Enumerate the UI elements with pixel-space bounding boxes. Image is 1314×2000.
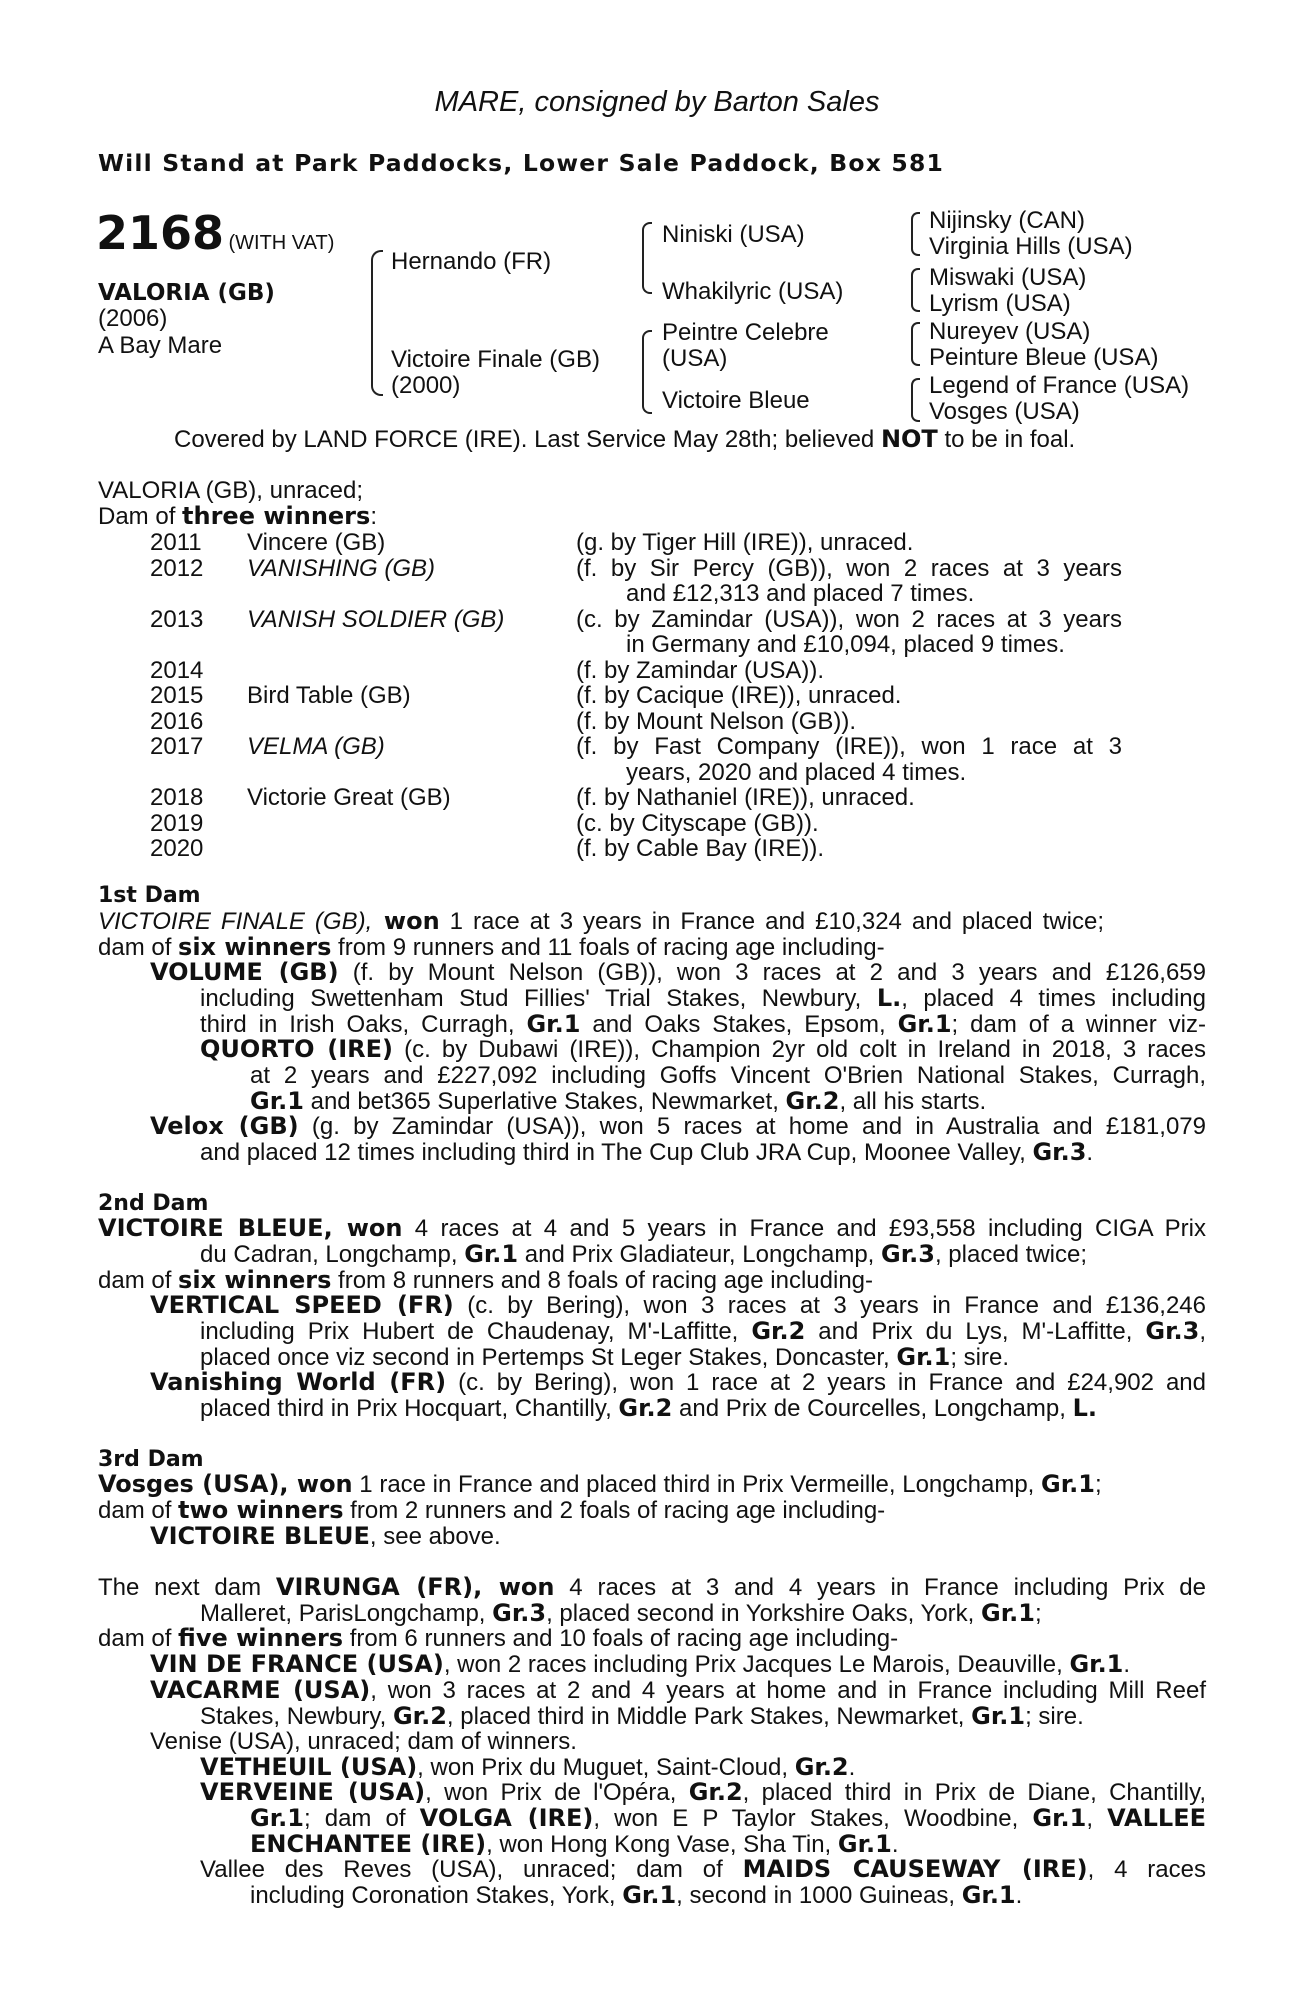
text-span: Vosges (USA)	[98, 1470, 280, 1498]
lot-number	[96, 206, 334, 260]
text-span: Gr.1	[837, 1830, 892, 1858]
text-span: dam of	[98, 1267, 179, 1294]
text-span: (c. by Bering), won 1 race at 2 years in France and £24,902 and	[446, 1369, 1206, 1396]
vertical-speed-line2	[200, 1319, 1206, 1345]
text-span: dam of	[98, 934, 179, 961]
vallee-des-reves-line1	[200, 1857, 1206, 1883]
text-span: six winners	[178, 933, 332, 961]
text-span: Gr.2	[392, 1702, 447, 1730]
vin-de-france-line	[150, 1652, 1206, 1678]
text-span: VOLGA (IRE)	[419, 1804, 594, 1832]
vacarme-line1	[150, 1678, 1206, 1704]
quorto-line3	[250, 1089, 1206, 1115]
vanishing-world-line2	[200, 1396, 1206, 1422]
text-span: , placed second in Yorkshire Oaks, York,	[546, 1600, 982, 1627]
produce-detail: (f. by Fast Company (IRE)), won 1 race at 3	[576, 733, 1122, 760]
verveine-line2	[250, 1806, 1206, 1832]
vacarme-line2	[200, 1704, 1206, 1730]
vertical-speed-line3	[200, 1345, 1206, 1371]
volume-line2	[200, 986, 1206, 1012]
second-dam-line2	[200, 1242, 1206, 1268]
text-span: MAIDS CAUSEWAY (IRE)	[742, 1855, 1088, 1883]
text-span: Gr.1	[1069, 1650, 1124, 1678]
text-span: Gr.1	[622, 1881, 677, 1909]
text-span: Malleret, ParisLongchamp,	[200, 1600, 493, 1627]
text-span: (f. by Mount Nelson (GB)), won 3 races at 2 and 3 years and £126,659	[338, 959, 1207, 986]
covered-line	[174, 427, 1075, 453]
produce-name: Bird Table (GB)	[247, 682, 411, 709]
text-span: ENCHANTEE (IRE)	[250, 1830, 487, 1858]
text-span: and placed 12 times including third in The Cup Club JRA Cup, Moonee Valley,	[200, 1139, 1033, 1166]
dam-of-colon: :	[370, 503, 377, 530]
text-span: including Prix Hubert de Chaudenay, M'-Laffitte,	[200, 1318, 752, 1345]
pedigree-brace-sire	[642, 222, 652, 294]
velox-line2	[200, 1140, 1206, 1166]
produce-name: Vincere (GB)	[247, 529, 386, 556]
vallee-des-reves-line2	[250, 1883, 1206, 1909]
text-span: including Coronation Stakes, York,	[250, 1882, 623, 1909]
text-span: Gr.2	[794, 1753, 849, 1781]
text-span: , placed third in Prix de Diane, Chantilly,	[742, 1779, 1206, 1806]
dam-of-count: three winners	[182, 502, 371, 530]
produce-detail: (f. by Cacique (IRE)), unraced.	[576, 682, 902, 709]
text-span: six winners	[178, 1266, 332, 1294]
sire-dam: Whakilyric (USA)	[662, 278, 844, 305]
text-span: third in Irish Oaks, Curragh,	[200, 1011, 527, 1038]
text-span: VOLUME (GB)	[150, 958, 339, 986]
horse-year: (2006)	[98, 305, 168, 332]
next-dam-line2	[200, 1601, 1206, 1627]
text-span: ,	[1086, 1805, 1108, 1832]
text-span: 1 race at 3 years in France and £10,324 and placed twice;	[439, 908, 1104, 935]
text-span: Venise (USA), unraced; dam of winners.	[150, 1728, 577, 1755]
produce-detail: (f. by Nathaniel (IRE)), unraced.	[576, 784, 915, 811]
volume-line1	[150, 960, 1206, 986]
pedigree-brace-ds	[911, 322, 920, 366]
pedigree-brace-sd	[911, 268, 920, 312]
text-span: from 6 runners and 10 foals of racing age including-	[343, 1625, 899, 1652]
text-span: , won 2 races including Prix Jacques Le Marois, Deauville,	[443, 1651, 1070, 1678]
covered-end: to be in foal.	[937, 426, 1076, 453]
text-span: L.	[1072, 1394, 1097, 1422]
text-span: VICTOIRE BLEUE	[150, 1522, 370, 1550]
text-span: Gr.1	[464, 1240, 519, 1268]
text-span: Gr.1	[1041, 1470, 1095, 1498]
dam-name: Victoire Finale (GB)	[391, 346, 600, 373]
produce-detail-cont: years, 2020 and placed 4 times.	[626, 758, 967, 786]
text-span: Vallee des Reves (USA), unraced; dam of	[200, 1856, 743, 1883]
text-span: ; sire.	[950, 1344, 1009, 1371]
dam-dam-dam: Vosges (USA)	[929, 398, 1080, 425]
text-span: , placed third in Middle Park Stakes, Newmarket,	[446, 1703, 972, 1730]
produce-name: VELMA (GB)	[247, 733, 385, 760]
text-span: .	[1086, 1139, 1094, 1166]
text-span: VICTOIRE BLEUE	[98, 1214, 324, 1242]
dam-of-label: Dam of	[98, 503, 183, 530]
text-span: at 2 years and £227,092 including Goffs Vincent O'Brien National Stakes, Curragh,	[250, 1062, 1206, 1089]
text-span: .	[1015, 1882, 1023, 1909]
first-dam-heading: 1st Dam	[98, 883, 201, 908]
text-span: won	[372, 907, 440, 935]
text-span: , all his starts.	[839, 1088, 987, 1115]
text-span: ,	[1199, 1318, 1206, 1345]
record-intro: VALORIA (GB), unraced;	[98, 477, 363, 504]
text-span: ;	[1034, 1600, 1042, 1627]
sire-dam-sire: Miswaki (USA)	[929, 264, 1087, 291]
horse-description: A Bay Mare	[98, 332, 223, 359]
text-span: , won Hong Kong Vase, Sha Tin,	[486, 1831, 838, 1858]
produce-detail-cont: in Germany and £10,094, placed 9 times.	[626, 631, 1065, 658]
venise-line	[150, 1729, 1206, 1755]
text-span: , won	[473, 1573, 555, 1601]
text-span: VACARME (USA)	[150, 1676, 371, 1704]
text-span: (c. by Bering), won 3 races at 3 years in France and £136,246	[453, 1292, 1206, 1319]
third-dam-line3	[150, 1524, 1206, 1550]
text-span: VALLEE	[1107, 1804, 1207, 1832]
second-dam-heading: 2nd Dam	[98, 1191, 209, 1216]
text-span: VIRUNGA (FR)	[275, 1573, 474, 1601]
text-span: , won Prix du Muguet, Saint-Cloud,	[417, 1754, 795, 1781]
text-span: VIN DE FRANCE (USA)	[150, 1650, 444, 1678]
text-span: Vanishing World (FR)	[150, 1368, 447, 1396]
dam-sire-line1: Peintre Celebre	[662, 319, 829, 346]
produce-detail: (c. by Zamindar (USA)), won 2 races at 3 years	[576, 605, 1122, 633]
produce-year: 2020	[150, 835, 204, 862]
sire-sire: Niniski (USA)	[662, 221, 805, 248]
quorto-line1	[200, 1037, 1206, 1063]
text-span: Gr.2	[785, 1087, 840, 1115]
produce-year: 2015	[150, 682, 204, 709]
dam-dam: Victoire Bleue	[662, 387, 810, 414]
text-span: Gr.1	[526, 1010, 581, 1038]
vat-note: (WITH VAT)	[228, 232, 335, 254]
dam-sire-dam: Peinture Bleue (USA)	[929, 344, 1159, 371]
text-span: and Prix Gladiateur, Longchamp,	[518, 1241, 882, 1268]
text-span: .	[891, 1831, 899, 1858]
text-span: two winners	[178, 1496, 344, 1524]
produce-detail: (f. by Sir Percy (GB)), won 2 races at 3 years	[576, 554, 1122, 582]
text-span: , won Prix de l'Opéra,	[425, 1779, 689, 1806]
text-span: placed once viz second in Pertemps St Leger Stakes, Doncaster,	[200, 1344, 897, 1371]
produce-detail: (g. by Tiger Hill (IRE)), unraced.	[576, 529, 914, 556]
produce-detail: (f. by Cable Bay (IRE)).	[576, 835, 825, 862]
sire-name: Hernando (FR)	[391, 248, 552, 275]
text-span: from 8 runners and 8 foals of racing age including-	[331, 1267, 874, 1294]
third-dam-heading: 3rd Dam	[98, 1447, 204, 1472]
text-span: Gr.2	[618, 1394, 673, 1422]
verveine-line3	[250, 1832, 1206, 1858]
text-span: VERVEINE (USA)	[200, 1778, 426, 1806]
text-span: Gr.1	[897, 1010, 952, 1038]
page-title: MARE, consigned by Barton Sales	[434, 86, 880, 118]
text-span: ; dam of a winner viz-	[951, 1011, 1206, 1038]
velox-line1	[150, 1114, 1206, 1140]
sire-sire-sire: Nijinsky (CAN)	[929, 207, 1085, 234]
pedigree-brace-dam	[642, 330, 652, 414]
text-span: from 9 runners and 11 foals of racing age including-	[331, 934, 885, 961]
text-span: and Prix de Courcelles, Longchamp,	[672, 1395, 1073, 1422]
dam-sire-line2: (USA)	[662, 345, 728, 372]
text-span: dam of	[98, 1497, 179, 1524]
text-span: (c. by Dubawi (IRE)), Champion 2yr old colt in Ireland in 2018, 3 races	[393, 1036, 1206, 1063]
text-span: (g. by Zamindar (USA)), won 5 races at home and in Australia and £181,079	[298, 1113, 1206, 1140]
text-span: Velox (GB)	[150, 1112, 299, 1140]
text-span: , won	[323, 1214, 403, 1242]
text-span: and Prix du Lys, M'-Laffitte,	[805, 1318, 1146, 1345]
pedigree-brace-main	[371, 250, 383, 396]
text-span: Gr.1	[961, 1881, 1016, 1909]
text-span: , placed twice;	[934, 1241, 1088, 1268]
text-span: dam of	[98, 1625, 179, 1652]
second-dam-line1	[98, 1216, 1206, 1242]
text-span: Gr.1	[971, 1702, 1026, 1730]
second-dam-summary	[98, 1268, 1206, 1294]
vanishing-world-line1	[150, 1370, 1206, 1396]
volume-line3	[200, 1012, 1206, 1038]
text-span: and bet365 Superlative Stakes, Newmarket,	[303, 1088, 786, 1115]
dam-year: (2000)	[391, 372, 461, 399]
vetheuil-line	[200, 1755, 1206, 1781]
text-span: five winners	[178, 1624, 344, 1652]
text-span: Gr.1	[1032, 1804, 1087, 1832]
text-span: Gr.2	[688, 1778, 743, 1806]
text-span: , placed 4 times including	[901, 985, 1206, 1012]
text-span: Gr.1	[250, 1804, 304, 1832]
produce-year: 2014	[150, 656, 204, 684]
produce-year: 2012	[150, 554, 204, 582]
produce-detail: (f. by Mount Nelson (GB)).	[576, 707, 857, 735]
produce-detail-cont: and £12,313 and placed 7 times.	[626, 580, 975, 607]
produce-name: Victorie Great (GB)	[247, 784, 451, 811]
covered-not: NOT	[880, 425, 938, 453]
produce-year: 2011	[150, 529, 202, 556]
produce-year: 2017	[150, 733, 204, 760]
text-span: Stakes, Newbury,	[200, 1703, 393, 1730]
horse-name: VALORIA (GB)	[98, 280, 275, 306]
text-span: Gr.2	[751, 1317, 806, 1345]
produce-year: 2016	[150, 707, 204, 735]
text-span: , won E P Taylor Stakes, Woodbine,	[593, 1805, 1033, 1832]
produce-name: VANISH SOLDIER (GB)	[247, 605, 505, 633]
text-span: Gr.3	[492, 1599, 547, 1627]
covered-text: Covered by LAND FORCE (IRE). Last Service May 28th; believed	[174, 426, 881, 453]
text-span: including Swettenham Stud Fillies' Trial Stakes, Newbury,	[200, 985, 877, 1012]
produce-detail: (f. by Zamindar (USA)).	[576, 656, 825, 684]
produce-year: 2013	[150, 605, 204, 633]
produce-name: VANISHING (GB)	[247, 554, 436, 582]
text-span: 4 races at 4 and 5 years in France and £93,558 including CIGA Prix	[402, 1215, 1207, 1242]
text-span: VETHEUIL (USA)	[200, 1753, 418, 1781]
text-span: ;	[1094, 1471, 1102, 1498]
text-span: Gr.1	[896, 1343, 951, 1371]
text-span: VERTICAL SPEED (FR)	[150, 1291, 454, 1319]
text-span: , see above.	[369, 1523, 501, 1550]
text-span: .	[1123, 1651, 1131, 1678]
text-span: .	[848, 1754, 856, 1781]
first-dam-summary	[98, 935, 1206, 961]
text-span: ; dam of	[303, 1805, 420, 1832]
text-span: from 2 runners and 2 foals of racing age including-	[343, 1497, 886, 1524]
third-dam-summary	[98, 1498, 1206, 1524]
produce-year: 2019	[150, 809, 204, 837]
text-span: , won 3 races at 2 and 4 years at home and in France including Mill Reef	[370, 1677, 1206, 1704]
quorto-line2	[250, 1063, 1206, 1089]
produce-year: 2018	[150, 784, 204, 811]
text-span: ; sire.	[1025, 1703, 1084, 1730]
text-span: Gr.3	[881, 1240, 935, 1268]
text-span: du Cadran, Longchamp,	[200, 1241, 465, 1268]
text-span: The next dam	[98, 1574, 276, 1601]
text-span: Gr.1	[981, 1599, 1035, 1627]
dam-dam-sire: Legend of France (USA)	[929, 372, 1190, 399]
text-span: L.	[876, 984, 902, 1012]
verveine-line1	[200, 1780, 1206, 1806]
next-dam-summary	[98, 1626, 1206, 1652]
text-span: , 4 races	[1087, 1856, 1206, 1883]
third-dam-line1	[98, 1472, 1206, 1498]
text-span: 1 race in France and placed third in Prix Vermeille, Longchamp,	[352, 1471, 1041, 1498]
vertical-speed-line1	[150, 1293, 1206, 1319]
dam-of-summary	[98, 504, 377, 530]
first-dam-line	[98, 909, 1104, 935]
text-span: , second in 1000 Guineas,	[676, 1882, 962, 1909]
stand-location: Will Stand at Park Paddocks, Lower Sale Paddock, Box 581	[98, 149, 945, 177]
text-span: 4 races at 3 and 4 years in France including Prix de	[554, 1574, 1207, 1601]
text-span: VICTOIRE FINALE (GB),	[98, 908, 373, 935]
text-span: Gr.3	[1145, 1317, 1200, 1345]
dam-sire-sire: Nureyev (USA)	[929, 318, 1091, 345]
text-span: , won	[279, 1470, 353, 1498]
produce-detail: (c. by Cityscape (GB)).	[576, 809, 819, 837]
text-span: and Oaks Stakes, Epsom,	[580, 1011, 898, 1038]
sire-dam-dam: Lyrism (USA)	[929, 290, 1071, 317]
lot-number-value: 2168	[96, 206, 225, 260]
pedigree-brace-dd	[911, 378, 920, 422]
sire-sire-dam: Virginia Hills (USA)	[929, 233, 1133, 260]
text-span: placed third in Prix Hocquart, Chantilly,	[200, 1395, 619, 1422]
text-span: QUORTO (IRE)	[200, 1035, 393, 1063]
text-span: Gr.3	[1032, 1138, 1087, 1166]
next-dam-line1	[98, 1575, 1206, 1601]
pedigree-brace-ss	[911, 212, 920, 256]
text-span: Gr.1	[250, 1087, 304, 1115]
